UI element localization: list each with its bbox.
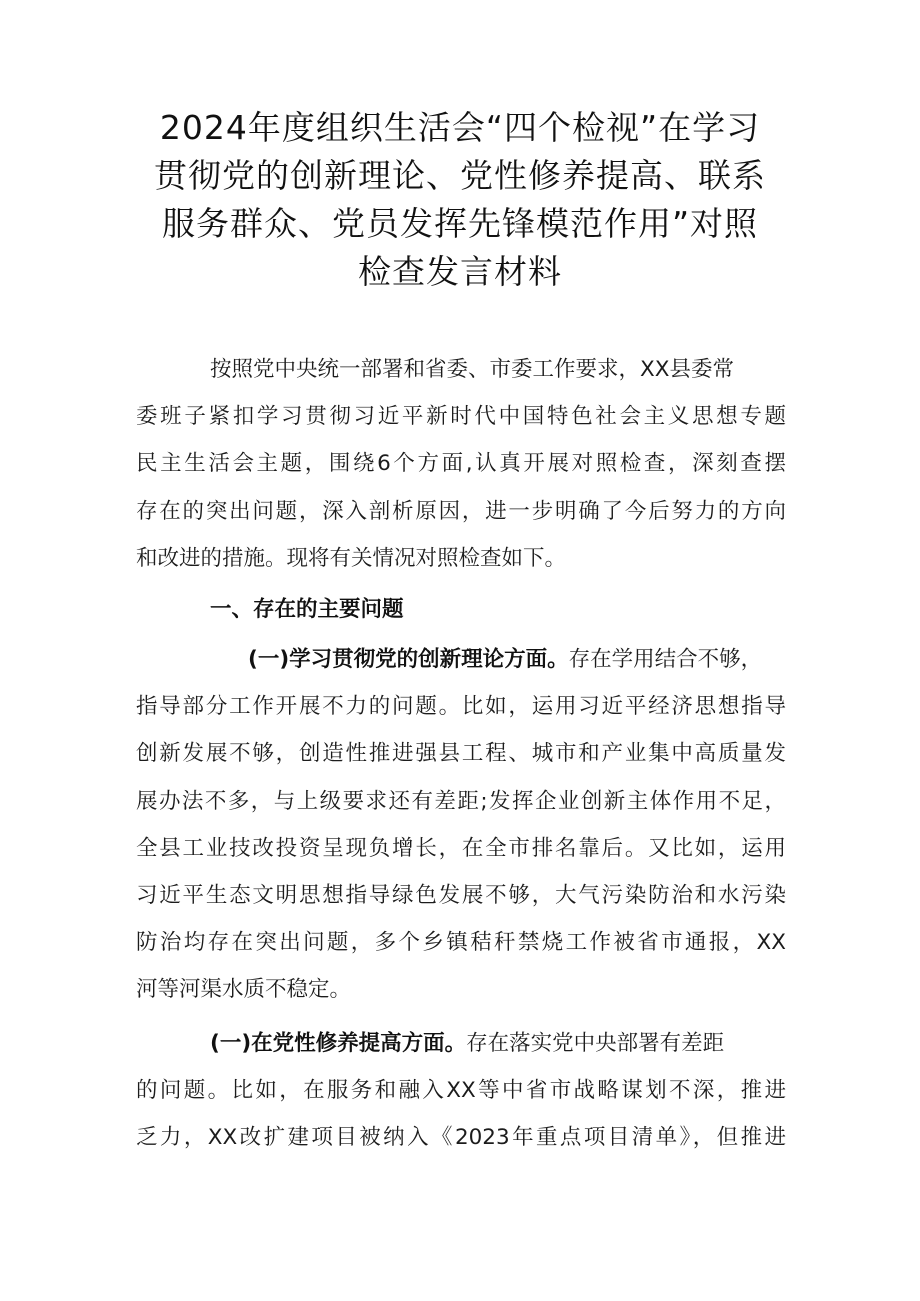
paragraph-line: 全县工业技改投资呈现负增长，在全市排名靠后。又比如，运用 (136, 835, 786, 861)
paragraph-line: 委班子紧扣学习贯彻习近平新时代中国特色社会主义思想专题 (136, 404, 786, 430)
paragraph-line: 民主生活会主题，围绕6个方面,认真开展对照检查，深刻查摆 (136, 451, 786, 477)
paragraph-line: 习近平生态文明思想指导绿色发展不够，大气污染防治和水污染 (136, 883, 786, 909)
paragraph-line: 创新发展不够，创造性推进强县工程、城市和产业集中高质量发 (136, 741, 786, 767)
title-line: 贯彻党的创新理论、党性修养提高、联系 (154, 156, 766, 195)
item-lead-bold: (一)在党性修养提高方面。 (210, 1031, 467, 1056)
title-line: 服务群众、党员发挥先锋模范作用”对照 (161, 204, 759, 243)
paragraph-line: 的问题。比如，在服务和融入XX等中省市战略谋划不深，推进 (136, 1078, 786, 1104)
item-lead-rest: 存在学用结合不够， (568, 647, 763, 672)
section-heading: 一、存在的主要问题 (210, 597, 404, 622)
paragraph-lead-line (136, 1020, 786, 1067)
paragraph-line: 河等河渠水质不稳定。 (136, 977, 352, 1003)
item-lead-rest: 存在落实党中央部署有差距 (466, 1031, 725, 1056)
paragraph-line: 乏力，XX改扩建项目被纳入《2023年重点项目清单》，但推进 (136, 1125, 786, 1151)
paragraph-lead-line (136, 636, 786, 683)
paragraph-line: 指导部分工作开展不力的问题。比如，运用习近平经济思想指导 (136, 694, 786, 720)
title-line: 检查发言材料 (358, 252, 562, 291)
paragraph-line: 和改进的措施。现将有关情况对照检查如下。 (136, 545, 567, 571)
paragraph-line: 按照党中央统一部署和省委、市委工作要求，XX县委常 (210, 357, 734, 382)
title-line: 2024年度组织生活会“四个检视”在学习 (159, 108, 761, 147)
document-title (120, 104, 800, 296)
paragraph-line: 展办法不多，与上级要求还有差距;发挥企业创新主体作用不足， (136, 788, 786, 814)
item1-paragraph (136, 636, 786, 1014)
intro-paragraph (136, 346, 786, 582)
item-lead-bold: (一)学习贯彻党的创新理论方面。 (248, 647, 569, 672)
paragraph-line: 存在的突出问题，深入剖析原因，进一步明确了今后努力的方向 (136, 498, 786, 524)
item2-paragraph (136, 1020, 786, 1162)
paragraph-line: 防治均存在突出问题，多个乡镇秸秆禁烧工作被省市通报，XX (136, 930, 786, 956)
section-heading-block (136, 586, 786, 633)
